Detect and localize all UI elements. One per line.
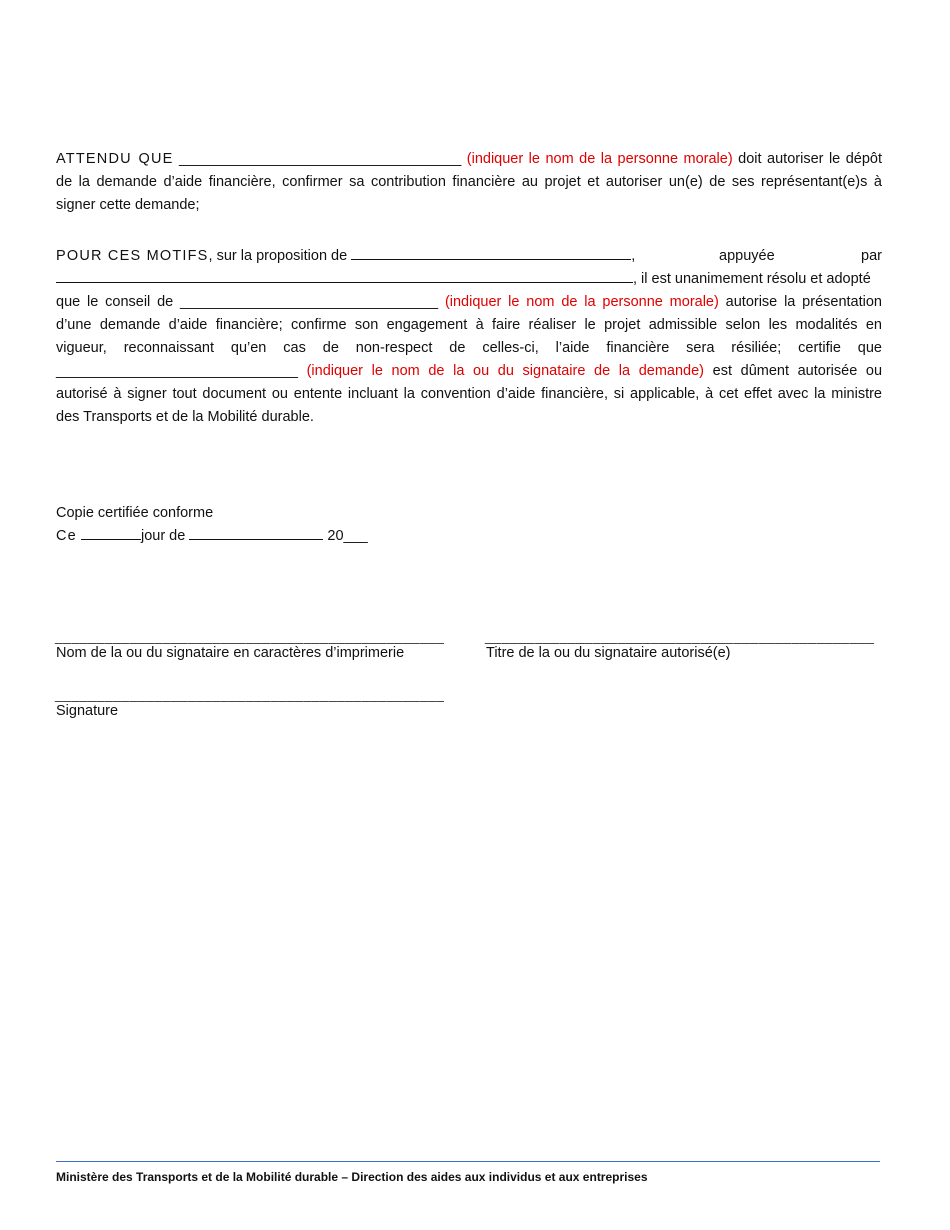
- copie-section: [56, 502, 456, 548]
- attendu-hint: (indiquer le nom de la personne morale): [466, 151, 733, 167]
- conseil-hint: (indiquer le nom de la personne morale): [444, 294, 719, 310]
- attendu-line-1: [56, 148, 882, 171]
- motifs-par: par: [861, 248, 882, 264]
- title-label: Titre de la ou du signataire autorisé(e): [486, 645, 731, 661]
- year-prefix: 20: [327, 528, 344, 544]
- attendu-line-3: signer cette demande;: [56, 197, 200, 213]
- name-signature-line[interactable]: _______________________________________________: [55, 628, 445, 644]
- motifs-appuyee: appuyée: [719, 248, 775, 264]
- copie-jour-de: jour de: [140, 528, 186, 544]
- copie-date-line: [56, 525, 456, 548]
- signataire-blank[interactable]: ______________________________: [56, 363, 298, 379]
- day-field[interactable]: [81, 525, 141, 540]
- motifs-paragraph: [56, 245, 882, 429]
- attendu-lead: ATTENDU QUE: [56, 151, 174, 167]
- copie-title: Copie certifiée conforme: [56, 505, 214, 521]
- conseil-blank[interactable]: ________________________________: [180, 294, 439, 310]
- signataire-hint: (indiquer le nom de la ou du signataire de la demande): [306, 363, 705, 379]
- attendu-line-2: de la demande d’aide financière, confirmer sa contribution financière au projet et autoriser un(e) de ses représentant(e)s à: [56, 174, 882, 190]
- motifs-line-6: [56, 360, 882, 383]
- motifs-comma: ,: [631, 248, 636, 264]
- motifs-line-4: d’une demande d’aide financière; confirme son engagement à faire réaliser le projet admissible selon les modalités en: [56, 317, 882, 333]
- motifs-autorise: autorise la présentation: [725, 294, 882, 310]
- motifs-line-2: [56, 268, 882, 291]
- attendu-paragraph: [56, 148, 882, 217]
- title-signature-line[interactable]: _______________________________________________: [485, 628, 875, 644]
- seconder-field[interactable]: [56, 268, 633, 283]
- motifs-lead: POUR CES MOTIFS: [56, 248, 209, 264]
- copie-ce: Ce: [56, 528, 77, 544]
- motifs-line-8: des Transports et de la Mobilité durable.: [56, 409, 314, 425]
- motifs-resolu: , il est unanimement résolu et adopté: [633, 271, 871, 287]
- motifs-line-7: autorisé à signer tout document ou entente incluant la convention d’aide financière, si applicable, à cet effet avec la ministre: [56, 386, 882, 402]
- motifs-line-5: vigueur, reconnaissant qu’en cas de non-respect de celles-ci, l’aide financière sera résiliée; certifie que: [56, 340, 882, 356]
- motifs-proposition: , sur la proposition de: [208, 248, 348, 264]
- name-label: Nom de la ou du signataire en caractères d’imprimerie: [56, 645, 405, 661]
- motifs-line-1: [56, 245, 882, 268]
- motifs-conseil: que le conseil de: [56, 294, 174, 310]
- attendu-blank[interactable]: ___________________________________: [179, 151, 462, 167]
- attendu-rest: doit autoriser le dépôt: [738, 151, 883, 167]
- motifs-dument: est dûment autorisée ou: [712, 363, 883, 379]
- footer-text: Ministère des Transports et de la Mobilité durable – Direction des aides aux individus et aux entreprises: [56, 1170, 648, 1184]
- signature-label: Signature: [56, 703, 119, 719]
- year-field[interactable]: ___: [343, 528, 368, 544]
- motifs-line-3: [56, 291, 882, 314]
- signature-line[interactable]: _______________________________________________: [55, 686, 445, 702]
- proposer-field[interactable]: [351, 245, 631, 260]
- month-field[interactable]: [189, 525, 323, 540]
- footer-divider: [56, 1161, 880, 1162]
